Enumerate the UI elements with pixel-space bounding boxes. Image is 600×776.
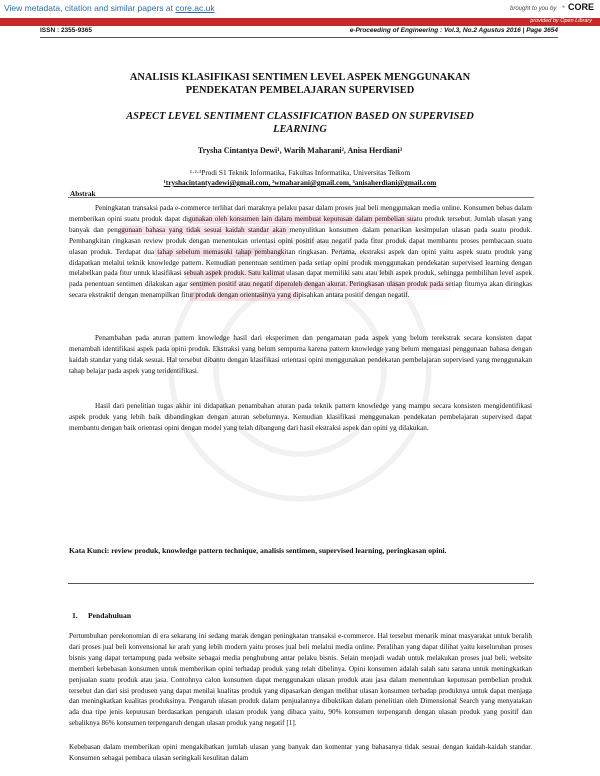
author-emails[interactable]: ¹tryshacintantyadewi@gmail.com, ²wmaharani@gmail.com, ³anisaherdiani@gmail.com [163,178,437,187]
abstract-paragraph-2-text: Penambahan pada aturan pattern knowledge hasil dari eksperimen dan pengamatan pada aspek yang belum terekstrak secara konsisten dapat menambah identifikasi aspek pada opini produk. Ekstraksi yang belum sempurna karena pattern knowledge yang belum mengatasi penggunaan bahasa dengan kaidah standar yang tidak sesuai. Hal tersebut dibantu dengan klasifikasi orientasi opini menggunakan pendekatan pembelajaran supervised yang menggunakan tahap belajar pada aspek yang teridentifikasi. [69,334,532,375]
keywords-rule [68,583,534,584]
brought-by-label: brought to you by [509,6,557,12]
journal-header [40,27,558,36]
body-paragraph-2 [69,742,532,764]
title-english-line2: LEARNING [273,124,327,135]
body-paragraph-1-text: Pertumbuhan perekonomian di era sekarang ini sedang marak dengan peningkatan transaksi e-commerce. Hal tersebut menarik minat masyarakat untuk beralih dari proses jual beli konvensional ke arah yang lebih modern yaitu proses jual beli melalui media online. Peralihan yang dapat dilihat yaitu keseluruhan proses bisnis yang dapat tertampung pada website sebagai media penghubung antar pelaku bisnis. Selain menjadi wadah untuk melakukan proses jual beli, website memberi kebebasan konsumen untuk memberikan opini terhadap produk yang telah dibelinya. Opini konsumen adalah salah satu sarana untuk meningkatkan penjualan suatu produk atau jasa. Contohnya calon konsumen dapat menggunakan ulasan produk atau jasa dalam menentukan keputusan pembelian produk tersebut dan dari sisi produsen yang dapat menilai kualitas produk yang dipasarkan dengan melihat ulasan konsumen terhadap produknya untuk dapat menjaga dan meningkatkan kualitas produksinya. Pengaruh ulasan produk dalam penjualannya dibuktikan dalam penelitian oleh Dimensional Search yang menyatakan ada dua tipe jenis keputusan berdasarkan pengaruh ulasan produk yang dibaca yaitu, 90% konsumen terpengaruh dengan ulasan produk yang positif dan sebaliknya 86% konsumen terpengaruh dengan ulasan produk yang negatif [1]. [69,632,532,728]
core-logo[interactable] [560,2,594,12]
abstract-paragraph-3-text: Hasil dari penelitian tugas akhir ini didapatkan penambahan aturan pada teknik pattern knowledge yang mampu secara konsisten mengidentifikasi aspek produk yang lebih baik dibandingkan dengan aturan sebelumnya. Kemudian klasifikasi menggunakan pendekatan pembelajaran supervised dapat membantu dengan baik orientasi opini dengan model yang telah dibangung dari hasil ekstraksi aspek dan opini yg dilakukan. [69,402,532,432]
section-number: 1. [72,611,78,620]
affiliation: ¹·²·³Prodi S1 Teknik Informatika, Fakultas Informatika, Universitas Telkom [189,168,411,177]
abstract-paragraph-3 [69,401,532,434]
abstract-heading: Abstrak [70,189,96,198]
body-paragraph-1 [69,631,532,729]
abstract-paragraph-1 [69,203,532,301]
header-rule [40,37,558,38]
issn: ISSN : 2355-9365 [40,27,93,34]
core-logo-text: CORE [567,2,594,12]
journal-info: e-Proceeding of Engineering : Vol.3, No.2 Agustus 2016 | Page 3654 [349,27,558,34]
core-brought-by [510,2,594,12]
section-title: Pendahuluan [88,611,132,620]
provided-by-label: provided by Open Library [530,18,592,24]
provided-by-bar [0,18,600,26]
core-banner [0,0,600,18]
core-logo-icon: ◔ [560,2,566,12]
core-link[interactable]: core.ac.uk [175,3,215,13]
body-paragraph-2-text: Kebebasan dalam memberikan opini mengakibatkan jumlah ulasan yang banyak dan komentar yang bahasanya tidak sesuai dengan kaidah-kaidah standar. Konsumen sebagai pembaca ulasan seringkali kesulitan dalam [69,743,532,762]
abstract-paragraph-1-text: Peningkatan transaksi pada e-commerce terlihat dari maraknya pelaku pasar dalam proses jual beli menggunakan media online. Konsumen bebas dalam memberikan opini suatu produk dapat digunakan oleh konsumen lain dalam membuat keputusan dalam pembelian suatu produk tersebut. Jumlah ulasan yang banyak dan penggunaan bahasa yang tidak sesuai kaidah standar akan menyulitkan konsumen dalam penarikan kesimpulan ulasan pada suatu produk. Pembangkitan ringkasan review produk dengan menentukan orientasi opini positif atau negatif pada fitur produk dapat membantu proses pembacaan suatu ulasan produk. Terdapat dua tahap sebelum memasuki tahap pembangkitan ringkasan. Pertama, ekstraksi aspek dan opini yaitu aspek suatu produk yang didapatkan melalui teknik knowledge pattern. Kemudian penentuan sentimen pada setiap opini produk menggunakan pendekatan supervised learning dengan melabelkan pada fitur untuk klasifikasi sebuah aspek produk. Satu kalimat ulasan dapat memiliki satu atau lebih aspek produk, sehingga pembilihan level aspek pada penentuan sentimen dilakukan agar sentimen positif atau negatif diperoleh dengan akurat. Peringkasan ulasan produk pada setiap fiturnya akan diringkas secara ekstraktif dengan menampilkan fitur produk dengan orientasinya yang dipisahkan antara positif dengan negatif. [69,204,532,300]
title-indonesian-line2: PENDEKATAN PEMBELAJARAN SUPERVISED [185,85,415,96]
abstract-rule [68,197,534,198]
keywords: Kata Kunci: review produk, knowledge pattern technique, analisis sentimen, supervised learning, peringkasan opini. [69,546,447,555]
abstract-paragraph-2 [69,333,532,377]
title-english-line1: ASPECT LEVEL SENTIMENT CLASSIFICATION BASED ON SUPERVISED [126,111,474,122]
core-metadata-label: View metadata, citation and similar papers at [4,3,173,13]
section-heading-pendahuluan [72,611,132,620]
title-indonesian-line1: ANALISIS KLASIFIKASI SENTIMEN LEVEL ASPEK MENGGUNAKAN [129,72,471,83]
authors: Trysha Cintantya Dewi¹, Warih Maharani², Anisa Herdiani³ [197,146,403,155]
core-metadata-text [4,3,215,13]
